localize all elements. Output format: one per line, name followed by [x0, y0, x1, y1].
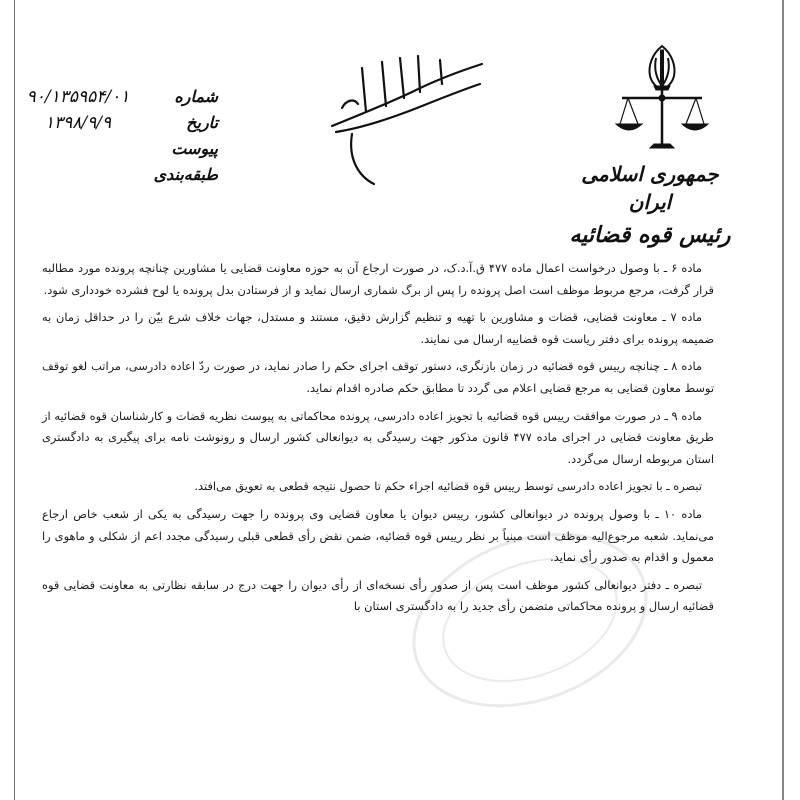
organization-name: [560, 160, 740, 250]
org-line-1: جمهوری اسلامی ایران: [581, 162, 719, 214]
iran-emblem-icon: [612, 40, 712, 160]
letter-field-values: [18, 84, 138, 136]
paragraph-article-7: ماده ۷ ـ معاونت قضایی، قضات و مشاورین با تهیه و تنظیم گزارش دقیق، مستند و مستدل، جهات خلاف شرع بیّن را در حداقل زمان به ضمیمه پرونده برای دفتر ریاست قوه قضاییه ارسال می نمایند.: [42, 310, 714, 346]
number-value: ۹۰/۱۳۵۹۵۴/۰۱: [26, 87, 130, 107]
paragraph-article-8: ماده ۸ ـ چنانچه رییس قوه قضائیه در زمان بازنگری، دستور توقف اجرای حکم را صادر نماید، در صورت ردّ اعاده دادرسی، مراتب لغو توقف توسط معاون قضایی به مرجع قضایی اعلام می گردد تا مطابق حکم صادره اقدام نماید.: [42, 359, 714, 395]
attachment-label: پیوست: [171, 139, 218, 158]
paragraph-note-9: تبصره ـ با تجویز اعاده دادرسی توسط رییس قوه قضائیه اجراء حکم تا حصول نتیجه قطعی به تعویق می‌افتد.: [194, 479, 702, 494]
date-label: تاریخ: [186, 113, 218, 132]
date-value: ۱۳۹۸/۹/۹: [44, 113, 112, 133]
paragraph-article-6: ماده ۶ ـ با وصول درخواست اعمال ماده ۴۷۷ ق.آ.د.ک، در صورت ارجاع آن به حوزه معاونت قضایی یا مشاورین چنانچه پرونده مورد مطالبه قرار گرفت، مرجع مربوط موظف است اصل پرونده را پس از برگ شماری ارسال نماید و از فرستادن بدل پرونده یا لوح فشرده خودداری شود.: [42, 261, 714, 297]
number-label: شماره: [174, 87, 218, 106]
paragraph-article-9: ماده ۹ ـ در صورت موافقت رییس قوه قضائیه با تجویز اعاده دادرسی، پرونده محاکماتی به پیوست نظریه قضات و کارشناسان قوه قضائیه از طریق معاونت قضایی در اجرای ماده ۴۷۷ قانون مذکور جهت رسیدگی به دیوانعالی کشور ارسال و رونوشت نامه برای پیگیری به دادگستری استان مربوطه ارسال می‌گردد.: [42, 408, 715, 466]
classification-label: طبقه‌بندی: [153, 165, 218, 184]
org-line-2: رئیس قوه قضائیه: [569, 222, 731, 248]
paragraph-note-10: تبصره ـ دفتر دیوانعالی کشور موظف است پس از صدور رأی نسخه‌ای از رأی دیوان را جهت درج در سابقه نظارتی به معاونت قضایی قوه قضائیه ارسال و پرونده محاکماتی متضمن رأی جدید را به دادگستری استان با: [42, 577, 714, 614]
paragraph-article-10: ماده ۱۰ ـ با وصول پرونده در دیوانعالی کشور، رییس دیوان یا معاون قضایی وی پرونده را جهت رسیدگی به یکی از شعب خاص ارجاع می‌نماید. شعبه مرجوع‌الیه موظف است مبنیاً بر نظر رییس قوه قضائیه، ضمن نقض رأی قطعی قبلی رسیدگی مجدد اعم از شکلی و ماهوی را معمول و اقدام به صدور رأی نماید.: [42, 506, 714, 565]
document-body: [42, 258, 714, 618]
